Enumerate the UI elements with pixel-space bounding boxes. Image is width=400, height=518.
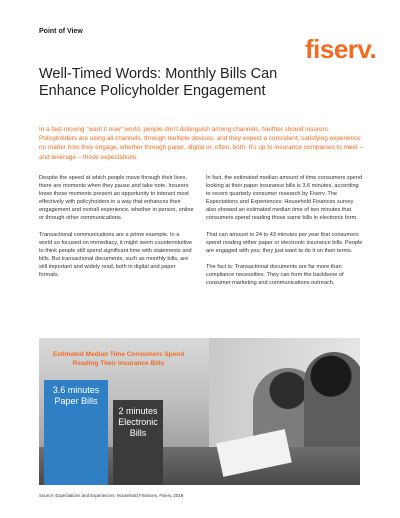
bar-category-label: Paper Bills: [54, 396, 98, 406]
body-paragraph: The fact is: Transactional documents are far more than compliance necessities. They can form the backbone of consumer marketing and communications outreach.: [206, 263, 344, 287]
document-kicker: Point of View: [39, 28, 83, 35]
body-paragraph: Despite the speed at which people move through their lives, there are moments when they pause and take note. Insurers know those moments present an opportunity to interact most effectively with policyholders in a way that enhances their engagement and overall experience, whether in person, online or through other communications.: [39, 175, 194, 222]
fiserv-logo: fiserv.: [305, 34, 377, 64]
body-paragraph: Transactional communications are a prime example. In a world so focused on immediacy, it might seem counterintuitive to think people still spend significant time with statements and bills. But transactional documents, such as monthly bills, are still important and widely read, both in digital and paper formats.: [39, 231, 193, 279]
body-paragraph: In fact, the estimated median amount of time consumers spend looking at their paper insurance bills is 3.6 minutes, according to recent quarterly consumer research by Fiserv. The Expectations and Experiences: Household Finances survey also showed an estimated median time of two minutes that consumers spend reading those same bills in electronic form.: [206, 175, 363, 222]
source-citation: Source: Expectations and Experiences: Household Finances, Fiserv, 2018: [39, 493, 184, 498]
photo-person: [304, 352, 360, 462]
bar-category-label: Electronic Bills: [118, 417, 158, 438]
right-column: [206, 174, 364, 295]
bar-value-label: 3.6 minutes: [52, 385, 100, 395]
document-title: Well-Timed Words: Monthly Bills Can Enhance Policyholder Engagement: [39, 66, 278, 99]
chart-title: Estimated Median Time Consumers Spend Reading Their Insurance Bills: [52, 351, 185, 367]
intro-paragraph: In a fast-moving "want it now" world, people don't distinguish among channels. Neither should insurers. Policyholders are using all channels, through multiple devices, and they expect a consistent, satisfying experience no matter how they engage, whether through paper, digital or, often, both. It's up to insurance companies to meet – and leverage – those expectations.: [39, 126, 364, 161]
bar-value-label: 2 minutes: [118, 406, 158, 416]
bar-paper-bills: [44, 380, 108, 485]
body-paragraph: That can amount to 24 to 43 minutes per year that consumers spend reading either paper or electronic insurance bills. People are engaged with you; they just want to do it on their terms.: [206, 231, 363, 254]
bar-electronic-bills: [113, 400, 163, 485]
left-column: [39, 174, 194, 287]
